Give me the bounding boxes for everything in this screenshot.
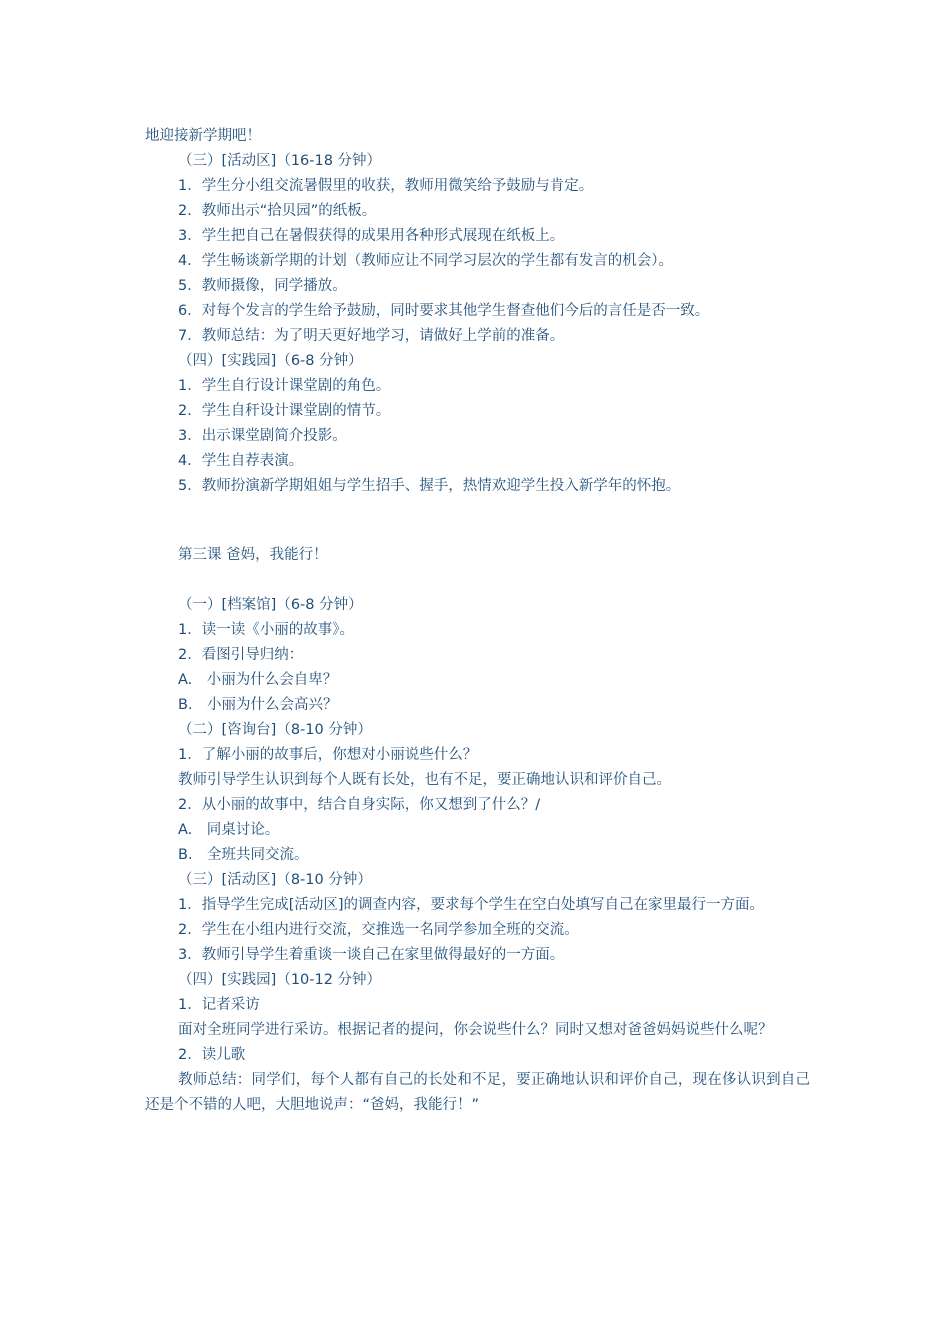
list-item: 2．从小丽的故事中，结合自身实际，你又想到了什么？/ — [178, 797, 541, 813]
list-item: 2．读儿歌 — [178, 1047, 246, 1063]
list-item: A. 同桌讨论。 — [178, 822, 280, 838]
list-item: B. 全班共同交流。 — [178, 847, 309, 863]
list-item: 1．读一读《小丽的故事》。 — [178, 622, 354, 638]
paragraph: 教师总结：同学们，每个人都有自己的长处和不足，要正确地认识和评价自己，现在侈认识到自己还是个不错的人吧，大胆地说声：“爸妈，我能行！” — [145, 1072, 810, 1113]
section-heading-activity: （三）[活动区]（8-10 分钟） — [178, 872, 372, 888]
list-item: 3．学生把自己在暑假获得的成果用各种形式展现在纸板上。 — [178, 228, 565, 244]
list-item: 3．出示课堂剧简介投影。 — [178, 428, 347, 444]
section-heading-archive: （一）[档案馆]（6-8 分钟） — [178, 597, 363, 613]
list-item: 2．教师出示“拾贝园”的纸板。 — [178, 203, 377, 219]
list-item: 2．学生自秆设计课堂剧的情节。 — [178, 403, 391, 419]
list-item: 1．指导学生完成[活动区]的调查内容，要求每个学生在空白处填写自己在家里最行一方面。 — [178, 897, 765, 913]
section-heading-activity: （三）[活动区]（16-18 分钟） — [178, 153, 382, 169]
list-item: 1．了解小丽的故事后，你想对小丽说些什么？ — [178, 747, 478, 763]
list-item: 1．学生自行设计课堂剧的角色。 — [178, 378, 391, 394]
list-item: 1．学生分小组交流暑假里的收获，教师用微笑给予鼓励与肯定。 — [178, 178, 594, 194]
list-item: A. 小丽为什么会自卑？ — [178, 672, 338, 688]
section-heading-practice: （四）[实践园]（10-12 分钟） — [178, 972, 382, 988]
list-item: B. 小丽为什么会高兴？ — [178, 697, 338, 713]
section-heading-practice: （四）[实践园]（6-8 分钟） — [178, 353, 363, 369]
continued-sentence: 地迎接新学期吧！ — [145, 128, 261, 144]
list-item: 教师引导学生认识到每个人既有长处，也有不足，要正确地认识和评价自己。 — [178, 772, 671, 788]
document-body — [145, 124, 810, 1118]
lesson-title: 第三课 爸妈，我能行！ — [178, 547, 328, 563]
list-item: 1．记者采访 — [178, 997, 260, 1013]
list-item: 4．学生畅谈新学期的计划（教师应让不同学习层次的学生都有发言的机会）。 — [178, 253, 673, 269]
section-heading-consult: （二）[咨询台]（8-10 分钟） — [178, 722, 372, 738]
list-item: 3．教师引导学生着重谈一谈自己在家里做得最好的一方面。 — [178, 947, 565, 963]
list-item: 5．教师摄像，同学播放。 — [178, 278, 347, 294]
list-item: 5．教师扮演新学期姐姐与学生招手、握手，热情欢迎学生投入新学年的怀抱。 — [178, 478, 681, 494]
list-item: 6．对每个发言的学生给予鼓励，同时要求其他学生督查他们今后的言任是否一致。 — [178, 303, 710, 319]
list-item: 2．学生在小组内进行交流，交推选一名同学参加全班的交流。 — [178, 922, 579, 938]
list-item: 7．教师总结：为了明天更好地学习，请做好上学前的准备。 — [178, 328, 565, 344]
list-item: 2．看图引导归纳： — [178, 647, 304, 663]
list-item: 4．学生自荐表演。 — [178, 453, 304, 469]
paragraph: 面对全班同学进行采访。根据记者的提问，你会说些什么？同时又想对爸爸妈妈说些什么呢？ — [178, 1022, 773, 1038]
